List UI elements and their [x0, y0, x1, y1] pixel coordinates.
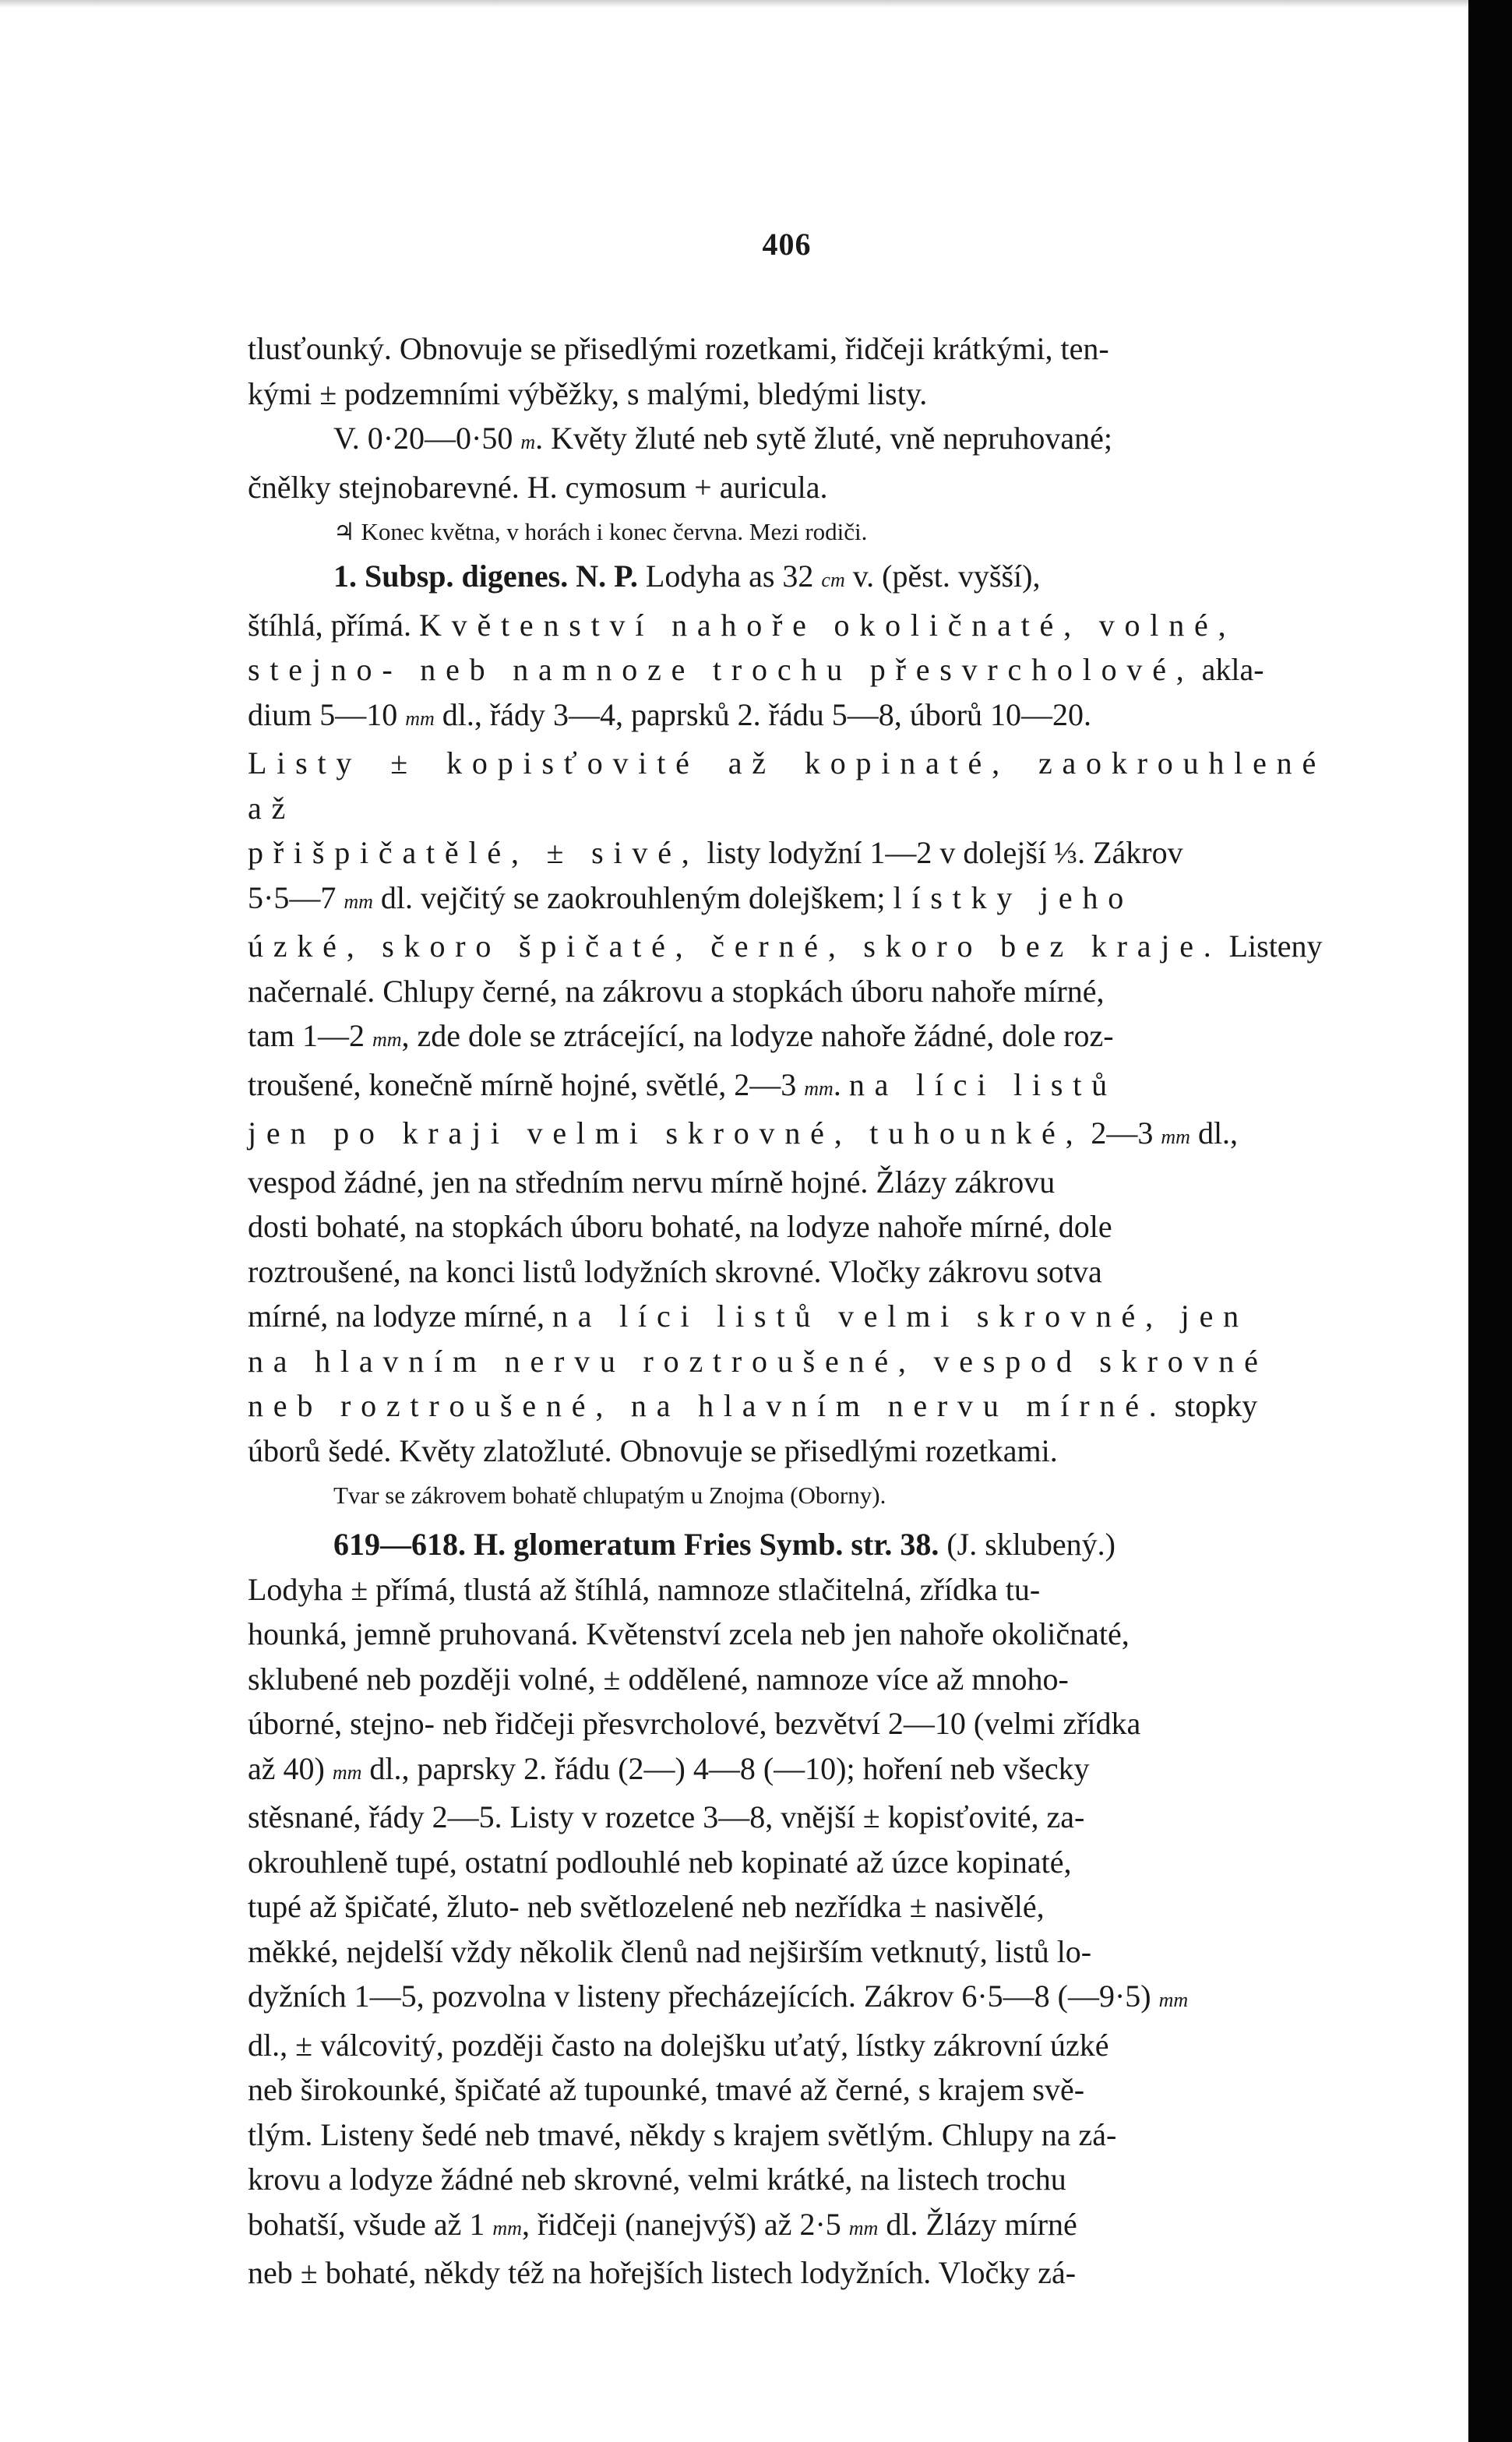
text-line [248, 830, 1326, 876]
text-line [248, 1160, 1326, 1205]
spaced-emphasis: na líci listů velmi skrovné, jen [552, 1299, 1249, 1334]
text-run: 2—3 [1083, 1115, 1161, 1151]
text-line [248, 692, 1326, 742]
unit-abbreviation: mm [1158, 1989, 1189, 2011]
text-run: krovu a lodyze žádné neb skrovné, velmi krátké, na listech trochu [248, 2162, 1066, 2197]
text-run: dl. Žlázy mírné [878, 2206, 1077, 2242]
unit-abbreviation: m [520, 431, 536, 453]
text-run: neb ± bohaté, někdy též na hořejších listech lodyžních. Vločky zá- [248, 2255, 1077, 2290]
text-run: . [833, 1066, 849, 1102]
text-run: dosti bohaté, na stopkách úboru bohaté, na lodyze nahoře mírné, dole [248, 1209, 1112, 1244]
spaced-emphasis: na líci listů [848, 1066, 1117, 1102]
text-line [248, 2202, 1326, 2251]
text-run: úborné, stejno- neb řidčeji přesvrcholové, bezvětví 2—10 (velmi zřídka [248, 1706, 1141, 1741]
text-line [248, 1567, 1326, 1612]
text-run: , zde dole se ztrácející, na lodyze nahoře žádné, dole roz- [401, 1018, 1114, 1053]
text-run: , řidčeji (nanejvýš) až 2·5 [521, 2206, 849, 2242]
spaced-emphasis: stejno- neb namnoze trochu přesvrcholové, [248, 652, 1194, 687]
taxon-heading: 619—618. H. glomeratum Fries Symb. str. 38. [333, 1527, 939, 1562]
spaced-emphasis: neb roztroušené, na hlavním nervu mírné. [248, 1388, 1167, 1423]
text-run: kými ± podzemními výběžky, s malými, bledými listy. [248, 375, 928, 411]
text-line [248, 1657, 1326, 1702]
text-line [248, 1294, 1326, 1339]
text-line [248, 2067, 1326, 2113]
text-run: tlým. Listeny šedé neb tmavé, někdy s krajem světlým. Chlupy na zá- [248, 2116, 1117, 2152]
text-line [248, 416, 1326, 465]
spaced-emphasis: Květenství nahoře okoličnaté, volné, [418, 607, 1236, 643]
text-line [248, 465, 1326, 510]
unit-abbreviation: mm [848, 2216, 879, 2239]
unit-abbreviation: mm [405, 707, 435, 730]
spaced-emphasis: na hlavním nervu roztroušené, vespod skrovné [248, 1343, 1268, 1379]
text-line [248, 1339, 1326, 1384]
text-run: hounká, jemně pruhovaná. Květenství zcela neb jen nahoře okoličnaté, [248, 1616, 1130, 1651]
text-run: dl. vejčitý se zaokrouhleným dolejškem; [372, 879, 893, 915]
text-line [248, 741, 1326, 830]
text-run: Lodyha ± přímá, tlustá až štíhlá, namnoze stlačitelná, zřídka tu- [248, 1571, 1041, 1607]
text-run: dl., paprsky 2. řádu (2—) 4—8 (—10); hoření neb všecky [361, 1750, 1090, 1786]
text-line [248, 969, 1326, 1014]
text-run: listy lodyžní 1—2 v dolejší ⅓. Zákrov [699, 835, 1183, 870]
text-line [248, 1522, 1326, 1567]
text-run: štíhlá, přímá. [248, 607, 419, 643]
text-run: mírné, na lodyze mírné, [248, 1299, 552, 1334]
text-run: úborů šedé. Květy zlatožluté. Obnovuje se přisedlými rozetkami. [248, 1432, 1058, 1468]
text-line [248, 1840, 1326, 1885]
text-line [248, 603, 1326, 648]
book-page [248, 226, 1326, 2296]
text-line [248, 1746, 1326, 1795]
text-run: troušené, konečně mírně hojné, světlé, 2—3 [248, 1066, 805, 1102]
text-run: stěsnané, řády 2—5. Listy v rozetce 3—8, vnější ± kopisťovité, za- [248, 1799, 1085, 1834]
text-run: tam 1—2 [248, 1018, 372, 1053]
unit-abbreviation: mm [492, 2216, 522, 2239]
text-run: dl., ± válcovitý, později často na dolejšku uťatý, lístky zákrovní úzké [248, 2027, 1109, 2063]
unit-abbreviation: mm [1161, 1126, 1190, 1148]
text-run: tupé až špičaté, žluto- neb světlozelené neb nezřídka ± nasivělé, [248, 1889, 1045, 1924]
text-line [248, 2023, 1326, 2068]
text-run: 5·5—7 [248, 879, 344, 915]
spaced-emphasis: Listy ± kopisťovité až kopinaté, zaokrouhlené až [248, 745, 1326, 826]
unit-abbreviation: mm [344, 890, 373, 913]
text-run: sklubené neb později volné, ± oddělené, namnoze více až mnoho- [248, 1661, 1069, 1697]
text-run: vespod žádné, jen na středním nervu mírně hojné. Žlázy zákrovu [248, 1164, 1056, 1200]
text-line [248, 1701, 1326, 1746]
text-line [248, 1204, 1326, 1249]
text-line [248, 2113, 1326, 2158]
text-run: akla- [1193, 652, 1264, 687]
text-line [248, 2250, 1326, 2296]
text-line [248, 1062, 1326, 1112]
text-run: Tvar se zákrovem bohatě chlupatým u Znojma (Oborny). [333, 1482, 886, 1509]
unit-abbreviation: mm [332, 1760, 362, 1784]
text-run: okrouhleně tupé, ostatní podlouhlé neb kopinaté až úzce kopinaté, [248, 1844, 1072, 1880]
text-line [248, 1795, 1326, 1840]
text-line [248, 876, 1326, 925]
text-run: Listeny [1221, 929, 1323, 964]
text-run: stopky [1166, 1388, 1258, 1423]
unit-abbreviation: cm [821, 569, 845, 591]
text-run: tlusťounký. Obnovuje se přisedlými rozetkami, řidčeji krátkými, ten- [248, 331, 1109, 366]
text-run: v. (pěst. vyšší), [844, 559, 1041, 594]
text-run: ♃ Konec května, v horách i konec června. Mezi rodiči. [333, 518, 868, 545]
text-run: bohatší, všude až 1 [248, 2206, 493, 2242]
text-run: dium 5—10 [248, 696, 406, 732]
text-line [248, 1013, 1326, 1062]
text-run: V. 0·20—0·50 [333, 421, 521, 456]
text-run: dl., [1190, 1115, 1239, 1151]
text-line [248, 924, 1326, 969]
text-run: načernalé. Chlupy černé, na zákrovu a stopkách úboru nahoře mírné, [248, 973, 1105, 1009]
text-line [248, 647, 1326, 692]
text-line [248, 1473, 1326, 1517]
taxon-heading: 1. Subsp. digenes. N. P. [333, 559, 638, 594]
spaced-emphasis: lístky jeho [893, 879, 1134, 915]
unit-abbreviation: mm [804, 1077, 834, 1100]
text-run: roztroušené, na konci listů lodyžních skrovné. Vločky zákrovu sotva [248, 1253, 1102, 1289]
spaced-emphasis: jen po kraji velmi skrovné, tuhounké, [248, 1115, 1084, 1151]
text-line [248, 1383, 1326, 1429]
text-line [248, 1884, 1326, 1929]
text-run: . Květy žluté neb sytě žluté, vně nepruhované; [535, 421, 1113, 456]
scan-border-strip [1468, 0, 1512, 2442]
text-line [248, 1612, 1326, 1657]
text-line [248, 1249, 1326, 1295]
spaced-emphasis: úzké, skoro špičaté, černé, skoro bez kraje. [248, 929, 1221, 964]
text-line [248, 372, 1326, 417]
text-run: čnělky stejnobarevné. H. cymosum + auricula. [248, 469, 828, 505]
unit-abbreviation: mm [372, 1028, 402, 1051]
text-run: měkké, nejdelší vždy několik členů nad nejširším vetknutý, listů lo- [248, 1933, 1092, 1969]
text-run: až 40) [248, 1750, 333, 1786]
page-top-edge [0, 0, 1468, 8]
text-run: dl., řády 3—4, paprsků 2. řádu 5—8, úborů 10—20. [434, 696, 1092, 732]
text-run: Lodyha as 32 [637, 559, 822, 594]
text-run: (J. sklubený.) [939, 1527, 1115, 1562]
text-run: neb širokounké, špičaté až tupounké, tmavé až černé, s krajem svě- [248, 2072, 1085, 2107]
text-run: dyžních 1—5, pozvolna v listeny přecházejících. Zákrov 6·5—8 (—9·5) [248, 1979, 1159, 2014]
page-number: 406 [762, 227, 812, 262]
spaced-emphasis: přišpičatělé, ± sivé, [248, 835, 700, 870]
text-line [248, 1974, 1326, 2023]
text-line [248, 2157, 1326, 2202]
text-line [248, 1111, 1326, 1160]
text-line [248, 1929, 1326, 1975]
text-line [248, 509, 1326, 554]
page-text [248, 326, 1326, 2296]
text-line [248, 326, 1326, 372]
text-line [248, 1429, 1326, 1474]
text-line [248, 554, 1326, 603]
